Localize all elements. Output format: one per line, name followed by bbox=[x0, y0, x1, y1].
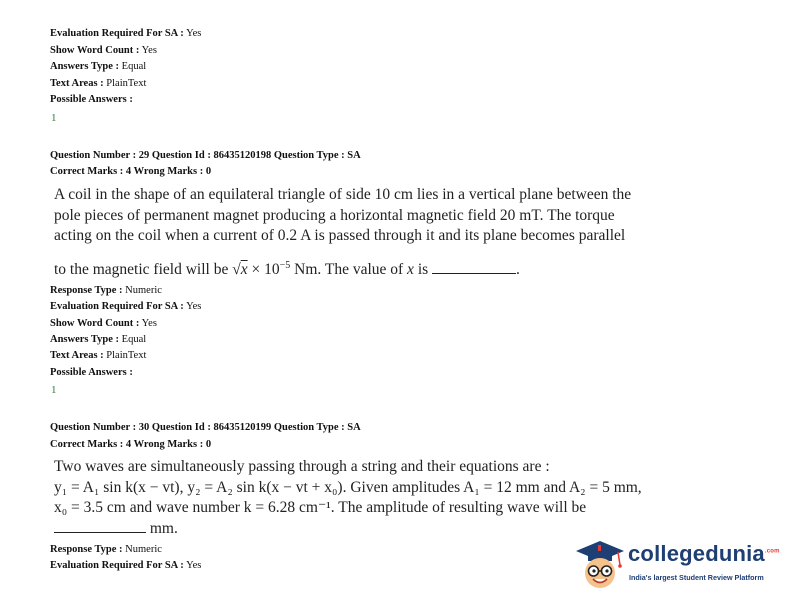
q30-line-1: Two waves are simultaneously passing through a string and their equations are : bbox=[54, 458, 550, 475]
q30-question-text bbox=[54, 457, 760, 539]
possible-answer-value-1: 1 bbox=[51, 112, 57, 124]
text-areas-1: Text Areas : PlainText bbox=[50, 78, 147, 89]
q29-answer-blank bbox=[432, 261, 516, 274]
q29-possible-answers: Possible Answers : bbox=[50, 367, 133, 378]
q30-evaluation-required: Evaluation Required For SA : Yes bbox=[50, 560, 202, 571]
q30-header: Question Number : 30 Question Id : 86435120199 Question Type : SA bbox=[50, 422, 361, 433]
q29-marks: Correct Marks : 4 Wrong Marks : 0 bbox=[50, 166, 212, 177]
possible-answers-1: Possible Answers : bbox=[50, 94, 133, 105]
q30-line-4: mm. bbox=[54, 519, 760, 540]
q30-response-type: Response Type : Numeric bbox=[50, 544, 162, 555]
q29-line-2: pole pieces of permanent magnet producing a horizontal magnetic field 20 mT. The torque bbox=[54, 206, 615, 224]
logo-wordmark: collegedunia$^{.com}$ bbox=[628, 541, 780, 566]
answers-type-1: Answers Type : Equal bbox=[50, 61, 147, 72]
q29-header: Question Number : 29 Question Id : 86435120198 Question Type : SA bbox=[50, 150, 361, 161]
sqrt-symbol: √x bbox=[232, 261, 248, 279]
q29-possible-answer-value: 1 bbox=[51, 384, 57, 396]
q29-response-type: Response Type : Numeric bbox=[50, 285, 162, 296]
q30-line-3: x₀ = 3.5 cm and wave number k = 6.28 cm⁻¹. The amplitude of resulting wave will be bbox=[54, 499, 587, 516]
mascot-icon bbox=[574, 539, 626, 595]
q30-answer-blank bbox=[54, 520, 146, 533]
collegedunia-logo bbox=[574, 539, 784, 597]
q29-answers-type: Answers Type : Equal bbox=[50, 334, 147, 345]
evaluation-required-1: Evaluation Required For SA : Yes bbox=[50, 28, 202, 39]
q29-question-text bbox=[54, 185, 760, 247]
q30-marks: Correct Marks : 4 Wrong Marks : 0 bbox=[50, 439, 212, 450]
show-word-count-1: Show Word Count : Yes bbox=[50, 45, 157, 56]
q29-evaluation-required: Evaluation Required For SA : Yes bbox=[50, 301, 202, 312]
q29-show-word-count: Show Word Count : Yes bbox=[50, 318, 157, 329]
logo-tagline: India's largest Student Review Platform bbox=[629, 573, 764, 582]
q29-line-3: acting on the coil when a current of 0.2 A is passed through it and its plane becomes parallel bbox=[54, 227, 626, 244]
q29-line-1: A coil in the shape of an equilateral triangle of side 10 cm lies in a vertical plane between the bbox=[54, 186, 632, 203]
q29-text-areas: Text Areas : PlainText bbox=[50, 350, 147, 361]
q30-line-2: y₁ = A₁ sin k(x − vt), y₂ = A₂ sin k(x − vt + x₀). Given amplitudes A₁ = 12 mm and A₂ = 5 mm, bbox=[54, 478, 642, 496]
q29-line-4: to the magnetic field will be $√x \times 10^{-5}$ Nm. The value of x is . bbox=[54, 260, 520, 279]
